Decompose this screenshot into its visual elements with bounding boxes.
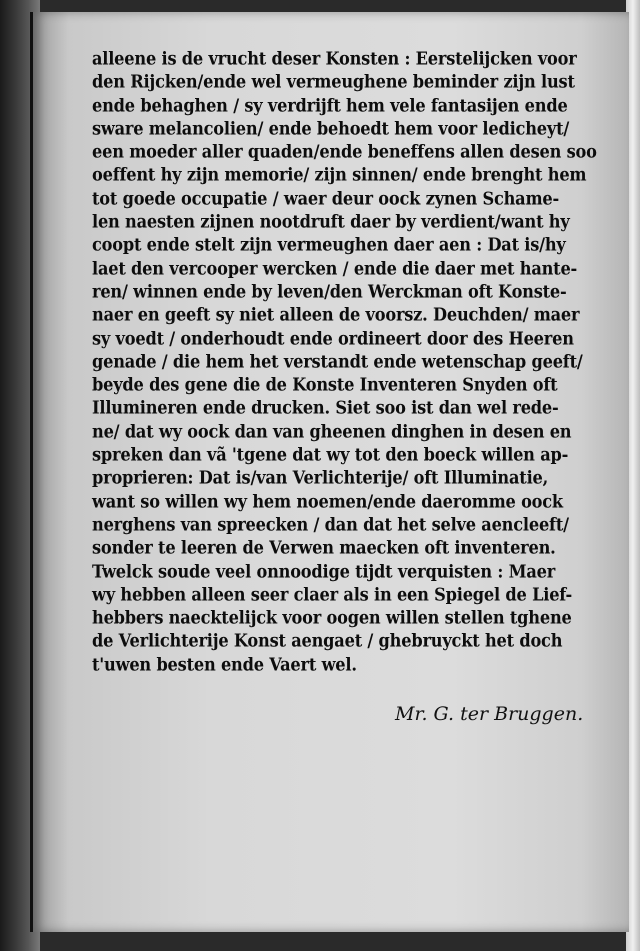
text-line: tot goede occupatie / waer deur oock zynen Schame- bbox=[92, 187, 560, 209]
text-line: beyde des gene die de Konste Inventeren Snyden oft bbox=[92, 374, 558, 395]
text-line: genade / die hem het verstandt ende wetenschap geeft/ bbox=[92, 351, 583, 372]
text-line: Twelck soude veel onnoodige tijdt verquisten : Maer bbox=[92, 560, 556, 582]
text-line: ende behaghen / sy verdrijft hem vele fantasijen ende bbox=[92, 94, 568, 116]
text-line: laet den vercooper wercken / ende die daer met hante- bbox=[92, 257, 578, 279]
text-line: ren/ winnen ende by leven/den Werckman oft Konste- bbox=[92, 281, 567, 302]
text-line: Illumineren ende drucken. Siet soo ist dan wel rede- bbox=[92, 397, 559, 419]
text-line: ne/ dat wy oock dan van gheenen dinghen in desen en bbox=[92, 420, 572, 442]
text-line: een moeder aller quaden/ende beneffens allen desen soo bbox=[92, 141, 597, 162]
text-line: sware melancolien/ ende behoedt hem voor ledicheyt/ bbox=[92, 118, 570, 139]
text-line: coopt ende stelt zijn vermeughen daer aen : Dat is/hy bbox=[92, 234, 566, 256]
text-line: nerghens van spreecken / dan dat het selve aencleeft/ bbox=[92, 514, 569, 535]
author-signature: Mr. G. ter Bruggen. bbox=[395, 703, 584, 725]
text-line: den Rijcken/ende wel vermeughene beminder zijn lust bbox=[92, 71, 575, 92]
text-line: len naesten zijnen nootdruft daer by verdient/want hy bbox=[92, 211, 570, 232]
text-line: sy voedt / onderhoudt ende ordineert door des Heeren bbox=[92, 327, 574, 349]
text-line: sonder te leeren de Verwen maecken oft inventeren. bbox=[92, 537, 556, 558]
text-line: spreken dan vã 'tgene dat wy tot den boeck willen ap- bbox=[92, 444, 569, 465]
text-line: hebbers naecktelijck voor oogen willen stellen tghene bbox=[92, 607, 572, 628]
body-text bbox=[92, 46, 602, 675]
text-line: de Verlichterije Konst aengaet / ghebruyckt het doch bbox=[92, 630, 563, 652]
text-line: naer en geeft sy niet alleen de voorsz. Deuchden/ maer bbox=[92, 304, 580, 325]
text-line: oeffent hy zijn memorie/ zijn sinnen/ ende brenght hem bbox=[92, 164, 587, 186]
text-line: alleene is de vrucht deser Konsten : Eerstelijcken voor bbox=[92, 48, 577, 69]
text-line: proprieren: Dat is/van Verlichterije/ oft Illuminatie, bbox=[92, 467, 549, 489]
text-line: want so willen wy hem noemen/ende daeromme oock bbox=[92, 490, 563, 512]
text-line: t'uwen besten ende Vaert wel. bbox=[92, 653, 357, 675]
text-line: wy hebben alleen seer claer als in een Spiegel de Lief- bbox=[92, 583, 572, 605]
